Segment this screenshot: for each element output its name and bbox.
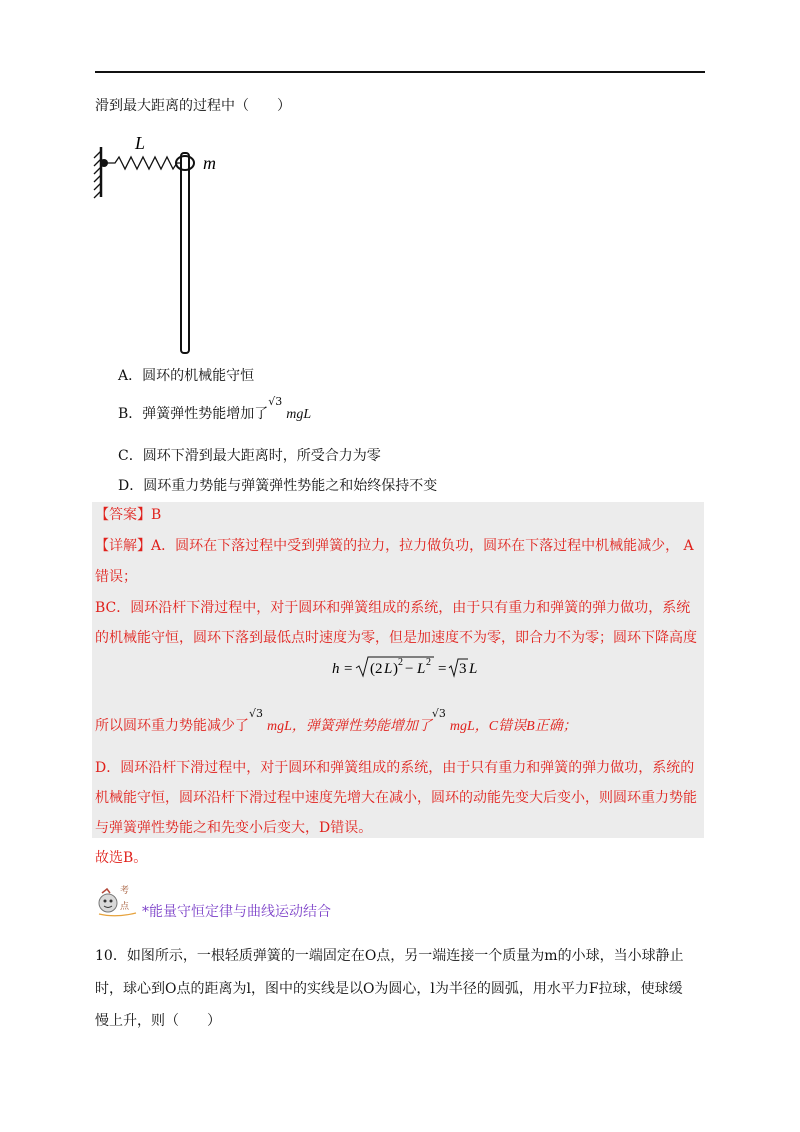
svg-text:(2: (2 [370, 661, 383, 677]
option-a: A．圆环的机械能守恒 [118, 368, 255, 384]
svg-text:−: − [405, 661, 414, 677]
label-m: m [203, 153, 216, 173]
detail-line-1: 【详解】A．圆环在下落过程中受到弹簧的拉力，拉力做负功，圆环在下落过程中机械能减少， A [95, 538, 694, 554]
header-rule [95, 71, 705, 73]
svg-text:3: 3 [459, 661, 467, 677]
svg-text:L: L [417, 661, 426, 677]
svg-text:): ) [393, 661, 398, 677]
spring-ring-figure [93, 125, 243, 357]
option-b [118, 395, 312, 425]
svg-text:=: = [438, 661, 447, 677]
choose-line: 故选B。 [95, 850, 148, 866]
height-equation [330, 654, 480, 686]
d-line-2: 机械能守恒，圆环沿杆下滑过程中速度先增大在减小，圆环的动能先变大后变小，则圆环重力势能 [95, 790, 697, 806]
option-c: C．圆环下滑到最大距离时，所受合力为零 [118, 448, 381, 464]
option-b-root: √3 [268, 395, 283, 408]
bc-line-3 [95, 707, 577, 737]
option-b-prefix: B．弹簧弹性势能增加了 [118, 406, 269, 422]
d-line-3: 与弹簧弹性势能之和先变小后变大，D错误。 [95, 820, 373, 836]
option-d: D．圆环重力势能与弹簧弹性势能之和始终保持不变 [118, 478, 438, 494]
kaodian-icon [96, 879, 142, 919]
kaodian-svg [96, 879, 142, 919]
q10-line-1: 10．如图所示，一根轻质弹簧的一端固定在O点，另一端连接一个质量为m的小球，当小球静止 [95, 948, 684, 964]
svg-text:2: 2 [398, 657, 403, 668]
q10-line-3: 慢上升，则（ ） [95, 1013, 221, 1029]
question-intro-line: 滑到最大距离的过程中（ ） [95, 98, 291, 114]
bc-line-3-a: 所以圆环重力势能减少了 [95, 718, 249, 734]
svg-text:2: 2 [426, 657, 431, 668]
kaodian-text: *能量守恒定律与曲线运动结合 [142, 904, 331, 920]
bc-line-1: BC．圆环沿杆下滑过程中，对于圆环和弹簧组成的系统，由于只有重力和弹簧的弹力做功，系统 [95, 600, 691, 616]
svg-text:L: L [469, 661, 478, 677]
svg-text:h: h [332, 661, 340, 677]
option-b-suffix: mgL [286, 407, 312, 422]
svg-text:考: 考 [120, 886, 130, 896]
label-L: L [135, 133, 146, 153]
svg-text:=: = [344, 661, 353, 677]
bc-line-3-root: √3 [249, 707, 264, 720]
bc-line-2: 的机械能守恒，圆环下落到最低点时速度为零，但是加速度不为零，即合力不为零；圆环下降高度 [95, 630, 697, 646]
figure-svg [93, 125, 243, 357]
answer-label: 【答案】B [95, 507, 162, 523]
q10-line-2: 时，球心到O点的距离为l，图中的实线是以O为圆心，l为半径的圆弧，用水平力F拉球，使球缓 [95, 981, 683, 997]
svg-text:点: 点 [120, 902, 130, 912]
bc-line-3-b: mgL，弹簧弹性势能增加了 [267, 719, 432, 734]
d-line-1: D．圆环沿杆下滑过程中，对于圆环和弹簧组成的系统，由于只有重力和弹簧的弹力做功，系统的 [95, 760, 695, 776]
detail-line-2: 错误； [95, 569, 137, 585]
bc-line-3-root2: √3 [431, 707, 446, 720]
spring-zigzag [104, 157, 181, 169]
svg-text:L: L [384, 661, 393, 677]
bc-line-3-c: mgL，C错误B正确； [449, 719, 577, 734]
vertical-rod [181, 153, 189, 353]
equation-svg [330, 654, 480, 682]
